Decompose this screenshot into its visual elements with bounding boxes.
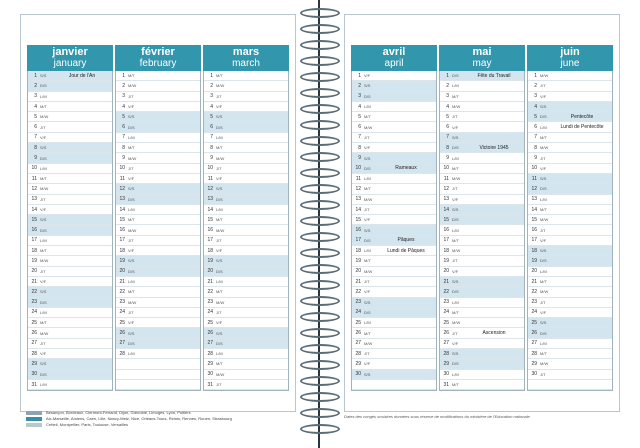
day-row[interactable]: 5 M/W [28,112,112,122]
day-row[interactable]: 12 M/W [28,184,112,194]
month-january [27,45,113,391]
spiral-ring [300,216,340,226]
legend-row-a: Besançon, Bordeaux, Clermont-Ferrand, Dijon, Grenoble, Limoges, Lyon, Poitiers [26,410,296,415]
day-row[interactable]: 6 V/F [440,122,524,132]
month-april [351,45,437,391]
day-row[interactable]: 23 M/W [116,298,200,308]
day-row[interactable]: 6 D/S [204,122,288,132]
day-row[interactable]: 9 D/S [28,153,112,163]
day-row[interactable]: 7 S/S [440,133,524,143]
day-row[interactable]: 8 M/T [116,143,200,153]
day-row[interactable]: 17 M/T [440,236,524,246]
day-row[interactable]: 11 L/M [352,174,436,184]
day-row[interactable]: 8 D/S Victoire 1945 [440,143,524,153]
spiral-ring [300,56,340,66]
day-row[interactable]: 26 M/T [352,328,436,338]
day-row[interactable]: 20 V/F [440,267,524,277]
spiral-ring [300,72,340,82]
day-row[interactable]: 20 J/T [28,267,112,277]
spiral-ring [300,184,340,194]
day-row[interactable]: 11 M/T [28,174,112,184]
day-row[interactable]: 4 V/F [204,102,288,112]
day-row[interactable]: 25 S/S [528,318,612,328]
day-row[interactable]: 11 S/S [528,174,612,184]
day-row[interactable]: 26 S/S [204,328,288,338]
day-row[interactable]: 19 M/W [28,256,112,266]
spiral-ring [300,360,340,370]
day-row[interactable]: 2 S/S [352,81,436,91]
day-row[interactable]: 30 J/T [528,370,612,380]
day-row[interactable]: 6 L/M Lundi de Pentecôte [528,122,612,132]
day-row[interactable]: 26 D/S [528,328,612,338]
day-row[interactable]: 15 V/F [352,215,436,225]
day-row[interactable]: 23 L/M [440,298,524,308]
school-zone-legend [26,410,296,428]
day-row[interactable]: 31 M/T [440,380,524,390]
day-row[interactable]: 26 J/T Ascension [440,328,524,338]
spiral-ring [300,408,340,418]
day-row[interactable] [116,370,200,380]
footnote: Dates des congés scolaires données sous réserve de modifications du ministère de l'Education nationale. [344,414,531,419]
day-row[interactable]: 18 V/F [204,246,288,256]
day-row[interactable]: 8 S/S [28,143,112,153]
day-row[interactable]: 3 D/S [352,92,436,102]
spiral-rings [296,0,344,448]
day-row[interactable]: 22 V/F [352,287,436,297]
day-row[interactable]: 20 L/M [528,267,612,277]
day-row[interactable]: 24 J/T [116,308,200,318]
month-header: janvier january [27,45,113,71]
day-row[interactable]: 4 S/S [528,102,612,112]
day-row[interactable]: 28 S/S [440,349,524,359]
day-row[interactable]: 23 S/S [352,298,436,308]
day-row[interactable]: 4 L/M [352,102,436,112]
day-row[interactable]: 9 M/W [204,153,288,163]
day-row[interactable]: 2 J/T [528,81,612,91]
left-page [20,14,296,412]
day-row[interactable]: 6 M/W [352,122,436,132]
day-row[interactable]: 29 D/S [440,359,524,369]
spiral-ring [300,8,340,18]
day-row[interactable]: 10 D/S Rameaux [352,164,436,174]
day-row[interactable]: 21 L/M [204,277,288,287]
day-row[interactable]: 18 M/W [440,246,524,256]
day-row[interactable]: 25 V/F [116,318,200,328]
spiral-ring [300,200,340,210]
day-row[interactable]: 22 S/S [28,287,112,297]
day-row[interactable]: 24 M/T [440,308,524,318]
day-row[interactable]: 22 M/T [204,287,288,297]
spiral-ring [300,152,340,162]
day-row[interactable]: 15 S/S [28,215,112,225]
day-row[interactable]: 31 L/M [28,380,112,390]
spiral-ring [300,264,340,274]
day-row[interactable]: 2 D/S [28,81,112,91]
day-row[interactable]: 27 V/F [440,339,524,349]
day-row[interactable]: 10 J/T [204,164,288,174]
day-row[interactable]: 10 L/M [28,164,112,174]
day-row[interactable]: 20 M/W [352,267,436,277]
day-row[interactable]: 15 M/T [116,215,200,225]
spiral-ring [300,424,340,434]
day-row[interactable]: 17 L/M [28,236,112,246]
day-row[interactable]: 29 S/S [28,359,112,369]
spiral-ring [300,168,340,178]
month-february [115,45,201,391]
day-row[interactable]: 16 S/S [352,225,436,235]
day-row[interactable]: 12 S/S [116,184,200,194]
spiral-ring [300,344,340,354]
day-row[interactable]: 3 V/F [528,92,612,102]
day-row[interactable]: 13 D/S [116,195,200,205]
day-row[interactable]: 20 D/S [204,267,288,277]
day-row[interactable]: 21 L/M [116,277,200,287]
day-row[interactable]: 5 M/T [352,112,436,122]
day-row[interactable]: 17 D/S Pâques [352,236,436,246]
day-row[interactable]: 4 V/F [116,102,200,112]
spiral-ring [300,120,340,130]
spiral-ring [300,232,340,242]
day-row[interactable]: 28 L/M [204,349,288,359]
day-row[interactable]: 24 J/T [204,308,288,318]
day-row[interactable]: 10 V/F [528,164,612,174]
day-row[interactable]: 5 S/S [116,112,200,122]
day-row[interactable]: 14 S/S [440,205,524,215]
spiral-ring [300,40,340,50]
day-row[interactable]: 13 M/W [352,195,436,205]
day-row[interactable]: 12 M/T [352,184,436,194]
month-header: avril april [351,45,437,71]
day-row[interactable]: 25 L/M [352,318,436,328]
day-row[interactable]: 31 J/T [204,380,288,390]
month-header: mars march [203,45,289,71]
day-row[interactable]: 10 J/T [116,164,200,174]
day-row[interactable]: 18 M/T [28,246,112,256]
day-row[interactable]: 6 J/T [28,122,112,132]
day-row[interactable]: 2 L/M [440,81,524,91]
day-row[interactable]: 16 M/W [116,225,200,235]
spiral-ring [300,392,340,402]
day-row[interactable]: 2 M/W [116,81,200,91]
day-row[interactable]: 21 V/F [28,277,112,287]
right-page [344,14,620,412]
day-row[interactable]: 8 M/W [528,143,612,153]
day-row[interactable]: 3 J/T [116,92,200,102]
day-row[interactable]: 25 V/F [204,318,288,328]
day-row[interactable]: 7 M/T [528,133,612,143]
day-row[interactable]: 23 M/W [204,298,288,308]
day-row[interactable]: 13 V/F [440,195,524,205]
day-row[interactable]: 23 D/S [28,298,112,308]
day-row[interactable]: 8 M/T [204,143,288,153]
day-row[interactable]: 24 D/S [352,308,436,318]
day-row[interactable]: 7 J/T [352,133,436,143]
day-row[interactable]: 12 D/S [528,184,612,194]
day-row[interactable]: 19 J/T [440,256,524,266]
day-row[interactable]: 19 S/S [204,256,288,266]
day-row[interactable]: 11 M/W [440,174,524,184]
day-row[interactable]: 9 M/W [116,153,200,163]
day-row[interactable] [116,359,200,369]
day-row[interactable]: 29 V/F [352,359,436,369]
day-row[interactable]: 1 V/F [352,71,436,81]
spiral-ring [300,104,340,114]
day-row[interactable]: 13 D/S [204,195,288,205]
day-row[interactable]: 27 D/S [204,339,288,349]
day-row[interactable]: 27 M/W [352,339,436,349]
day-row[interactable]: 7 V/F [28,133,112,143]
day-row[interactable]: 14 J/T [352,205,436,215]
day-row[interactable]: 21 S/S [440,277,524,287]
day-row[interactable]: 12 S/S [204,184,288,194]
day-row[interactable]: 1 M/W [528,71,612,81]
day-row[interactable]: 29 M/T [204,359,288,369]
day-row[interactable]: 22 D/S [440,287,524,297]
day-row[interactable]: 13 J/T [28,195,112,205]
day-row[interactable]: 30 D/S [28,370,112,380]
day-row[interactable]: 21 J/T [352,277,436,287]
day-row[interactable]: 14 V/F [28,205,112,215]
day-row[interactable]: 11 V/F [204,174,288,184]
day-row[interactable]: 1 M/T [116,71,200,81]
day-row[interactable]: 16 D/S [28,225,112,235]
day-row[interactable]: 3 L/M [28,92,112,102]
day-row[interactable]: 16 L/M [440,225,524,235]
day-row[interactable]: 2 M/W [204,81,288,91]
day-row[interactable] [528,380,612,390]
legend-row-b: Aix-Marseille, Amiens, Caen, Lille, Nancy-Metz, Nice, Orléans-Tours, Reims, Rennes, Rouen, Strasbourg [26,416,296,421]
day-row[interactable]: 27 J/T [28,339,112,349]
day-row[interactable]: 13 L/M [528,195,612,205]
spiral-ring [300,296,340,306]
month-june [527,45,613,391]
day-row[interactable]: 1 D/S Fête du Travail [440,71,524,81]
day-row[interactable]: 28 L/M [116,349,200,359]
right-months [351,45,613,391]
day-row[interactable]: 9 S/S [352,153,436,163]
spiral-ring [300,312,340,322]
day-row[interactable]: 7 L/M [116,133,200,143]
day-row[interactable]: 25 M/T [28,318,112,328]
day-row[interactable]: 27 L/M [528,339,612,349]
month-header: juin june [527,45,613,71]
day-row[interactable]: 14 L/M [116,205,200,215]
day-row[interactable]: 15 M/T [204,215,288,225]
day-row[interactable]: 29 M/W [528,359,612,369]
month-may [439,45,525,391]
month-header: mai may [439,45,525,71]
day-row[interactable]: 17 V/F [528,236,612,246]
day-row[interactable]: 14 M/T [528,205,612,215]
day-row[interactable]: 30 S/S [352,370,436,380]
day-row[interactable]: 5 J/T [440,112,524,122]
day-row[interactable]: 26 M/W [28,328,112,338]
day-row[interactable]: 22 M/T [116,287,200,297]
spiral-ring [300,136,340,146]
day-row[interactable]: 18 S/S [528,246,612,256]
day-row[interactable]: 4 M/W [440,102,524,112]
day-row[interactable]: 26 S/S [116,328,200,338]
day-row[interactable]: 30 L/M [440,370,524,380]
day-row[interactable]: 19 M/T [352,256,436,266]
day-row[interactable]: 22 M/W [528,287,612,297]
day-row[interactable]: 17 J/T [116,236,200,246]
day-row[interactable]: 23 J/T [528,298,612,308]
day-row[interactable]: 21 M/T [528,277,612,287]
day-row[interactable]: 16 J/T [528,225,612,235]
day-row[interactable]: 5 S/S [204,112,288,122]
day-row[interactable]: 28 M/T [528,349,612,359]
day-row[interactable]: 5 D/S Pentecôte [528,112,612,122]
spiral-ring [300,328,340,338]
day-row[interactable]: 28 J/T [352,349,436,359]
day-row[interactable]: 3 M/T [440,92,524,102]
spiral-ring [300,24,340,34]
day-row[interactable]: 20 D/S [116,267,200,277]
day-row[interactable]: 8 V/F [352,143,436,153]
day-row[interactable]: 3 J/T [204,92,288,102]
day-row[interactable] [116,380,200,390]
day-row[interactable]: 24 L/M [28,308,112,318]
day-row[interactable]: 7 L/M [204,133,288,143]
day-row[interactable]: 14 L/M [204,205,288,215]
day-row[interactable]: 19 D/S [528,256,612,266]
day-row[interactable]: 18 L/M Lundi de Pâques [352,246,436,256]
spiral-ring [300,248,340,258]
spiral-ring [300,88,340,98]
day-row[interactable] [352,380,436,390]
day-row[interactable]: 19 S/S [116,256,200,266]
day-row[interactable]: 28 V/F [28,349,112,359]
day-row[interactable]: 1 M/T [204,71,288,81]
day-row[interactable]: 4 M/T [28,102,112,112]
day-row[interactable]: 12 J/T [440,184,524,194]
day-row[interactable]: 27 D/S [116,339,200,349]
day-row[interactable]: 24 V/F [528,308,612,318]
day-row[interactable]: 1 S/S Jour de l'An [28,71,112,81]
day-row[interactable]: 18 V/F [116,246,200,256]
day-row[interactable]: 9 L/M [440,153,524,163]
month-header: février february [115,45,201,71]
day-row[interactable]: 15 D/S [440,215,524,225]
legend-row-c: Créteil, Montpellier, Paris, Toulouse, Versailles [26,422,296,427]
day-row[interactable]: 15 M/W [528,215,612,225]
day-row[interactable]: 16 M/W [204,225,288,235]
day-row[interactable]: 11 V/F [116,174,200,184]
day-row[interactable]: 6 D/S [116,122,200,132]
spiral-ring [300,280,340,290]
day-row[interactable]: 17 J/T [204,236,288,246]
day-row[interactable]: 10 M/T [440,164,524,174]
spiral-ring [300,376,340,386]
month-march [203,45,289,391]
day-row[interactable]: 25 M/W [440,318,524,328]
day-row[interactable]: 9 J/T [528,153,612,163]
left-months [27,45,289,391]
day-row[interactable]: 30 M/W [204,370,288,380]
